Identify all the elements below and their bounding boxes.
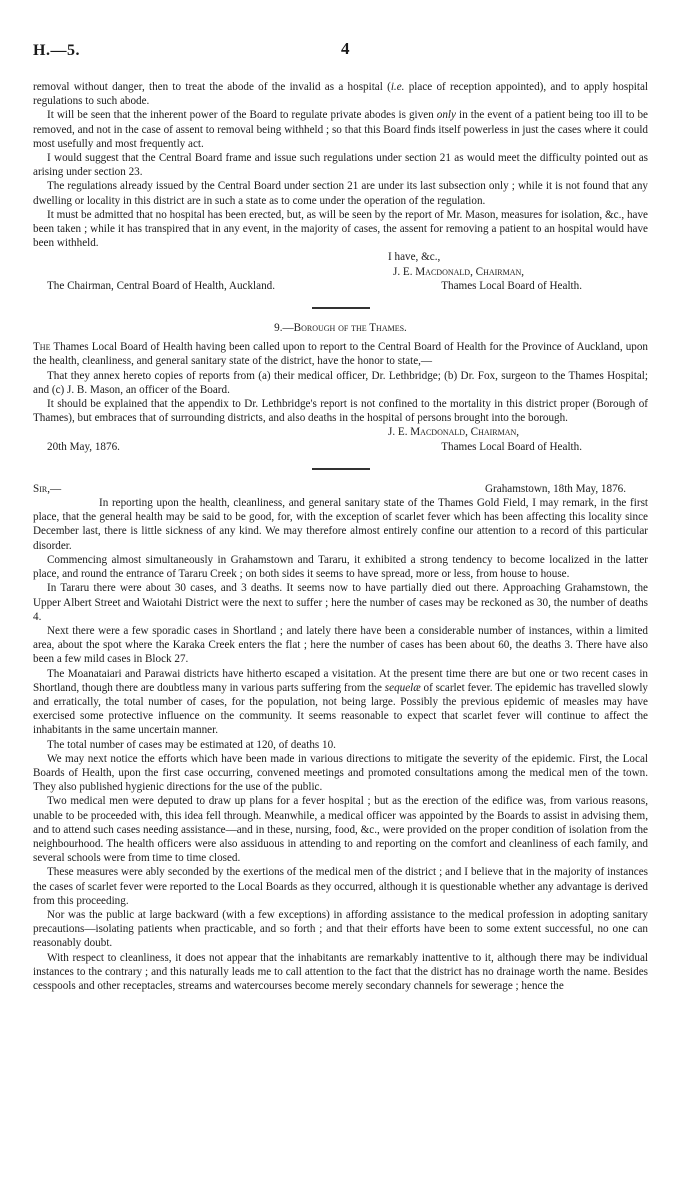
addressee: The Chairman, Central Board of Health, Auckland. xyxy=(47,279,276,292)
paragraph: Next there were a few sporadic cases in Shortland ; and lately there have been a considerable number of instances, within a limited area, about the spot where the Karaka Creek enters the flat ; here the number of cases has been about 60, the deaths 3. There have also been a few mild cases in Block 27. xyxy=(33,624,648,666)
letter-section-3 xyxy=(33,482,648,993)
section-divider xyxy=(312,468,370,470)
signer-title: Thames Local Board of Health. xyxy=(441,279,582,292)
paragraph: With respect to cleanliness, it does not appear that the inhabitants are remarkably inattentive to it, although there may be individual instances to the contrary ; and this naturally leads me to call attention to the fact that the district has no drainage worth the name. Besides cesspools and other receptacles, streams and watercourses become merely secondary channels for sewerage ; hence the xyxy=(33,951,648,992)
paragraph: Two medical men were deputed to draw up plans for a fever hospital ; but as the erection of the edifice was, from various reasons, unable to be proceeded with, this idea fell through. Meanwhile, a medical officer was appointed by the Boards to assist in advising them, and to attend such cases needing assistance—and in these, nursing, food, &c., were provided on the proper condition of isolation from the neighbourhood. The health officers were also assiduous in attending to and reporting on the comfort and cleanliness of each family, and several schools were from time to time closed. xyxy=(33,795,648,865)
signer-title: Thames Local Board of Health. xyxy=(441,440,582,453)
date: 20th May, 1876. xyxy=(47,440,120,453)
letter-section-1 xyxy=(33,80,648,293)
closing-line: I have, &c., xyxy=(388,251,441,264)
letter-opening xyxy=(33,482,648,496)
paragraph: We may next notice the efforts which have been made in various directions to mitigate the severity of the epidemic. First, the Local Boards of Health, upon the first case occurring, convened meetings and promoted consultations among the medical men of the town. They also published hygienic directions for the use of the public. xyxy=(33,752,648,794)
paragraph: Nor was the public at large backward (with a few exceptions) in affording assistance to the medical profession in adopting sanitary precautions—isolating patients when practicable, and so forth ; and that their efforts have been to some extent successful, no one can reasonably doubt. xyxy=(33,908,648,950)
section-title: 9.—Borough of the Thames. xyxy=(274,322,407,335)
paragraph: The Thames Local Board of Health having been called upon to report to the Central Board of Health for the Province of Auckland, upon the health, cleanliness, and general sanitary state of the district, have the honor to state,— xyxy=(33,341,648,368)
signer-name: J. E. Macdonald, Chairman, xyxy=(393,265,525,278)
document-reference: H.—5. xyxy=(33,42,80,59)
paragraph: The Moanataiari and Parawai districts have hitherto escaped a visitation. At the present time there are but one or two recent cases in Shortland, though there are doubtless many in various parts suffering from the sequelæ of scarlet fever. The epidemic has travelled slowly and erratically, the total number of cases, for the population, not being large. Possibly the previous epidemic of measles may have exercised some protective influence on the community. It seems reasonable to expect that scarlet fever will continue to affect the inhabitants in the same uncertain manner. xyxy=(33,667,649,737)
place-date: Grahamstown, 18th May, 1876. xyxy=(485,482,626,495)
section-divider xyxy=(312,307,370,309)
signer-name: J. E. Macdonald, Chairman, xyxy=(388,426,520,439)
salutation: Sir,— xyxy=(33,482,62,495)
paragraph: In reporting upon the health, cleanliness, and general sanitary state of the Thames Gold Field, I may remark, in the first place, that the general health may be said to be good, for, with the exception of scarlet fever which has been affecting this locality since December last, there is little sickness of any kind. We may therefore almost entirely confine our attention to a record of this particular disorder. xyxy=(33,497,648,552)
page-number: 4 xyxy=(341,39,350,58)
page-header xyxy=(33,39,648,66)
paragraph: I would suggest that the Central Board frame and issue such regulations under section 21 as would meet the difficulty pointed out as arising under section 23. xyxy=(33,152,648,179)
paragraph: It must be admitted that no hospital has been erected, but, as will be seen by the report of Mr. Mason, measures for isolation, &c., have been taken ; while it has transpired that in any event, in the majority of cases, the assent for removing a patient to an hospital would have been withheld. xyxy=(33,208,648,250)
paragraph: It will be seen that the inherent power of the Board to regulate private abodes is given only in the event of a patient being too ill to be removed, and not in the case of assent to removal being withheld ; so that this Board finds itself powerless in just the cases where it could most usefully and most frequently act. xyxy=(33,109,648,150)
paragraph: That they annex hereto copies of reports from (a) their medical officer, Dr. Lethbridge; (b) Dr. Fox, surgeon to the Thames Hospital; and (c) J. B. Mason, an officer of the Board. xyxy=(33,369,648,396)
paragraph: The regulations already issued by the Central Board under section 21 are under its last subsection only ; while it is not found that any dwelling or locality in this district are in such a state as to come under the operation of the regulation. xyxy=(33,180,648,207)
signature-block xyxy=(33,250,648,293)
letter-section-2 xyxy=(33,321,648,454)
paragraph: It should be explained that the appendix to Dr. Lethbridge's report is not confined to the mortality in this district proper (Borough of Thames), but embraces that of surrounding districts, and also deaths in the hospital of persons brought into the borough. xyxy=(33,398,648,425)
paragraph: The total number of cases may be estimated at 120, of deaths 10. xyxy=(47,738,336,751)
paragraph: removal without danger, then to treat the abode of the invalid as a hospital (i.e. place of reception appointed), and to apply hospital regulations to such abode. xyxy=(33,81,648,108)
paragraph: These measures were ably seconded by the exertions of the medical men of the district ; and I believe that in the majority of instances the cases of scarlet fever were reported to the Local Boards as they occurred, although it is questionable whether any advantage is derived from this proceeding. xyxy=(33,866,648,907)
paragraph: In Tararu there were about 30 cases, and 3 deaths. It seems now to have partially died out there. Approaching Grahamstown, the Upper Albert Street and Waiotahi District were the next to suffer ; here the number of cases may be reckoned as 30, the number of deaths 4. xyxy=(33,582,648,623)
paragraph: Commencing almost simultaneously in Grahamstown and Tararu, it exhibited a strong tendency to become localized in the latter place, and round the entrance of Tararu Creek ; on both sides it seems to have spread, more or less, from house to house. xyxy=(33,553,648,581)
signature-block xyxy=(33,425,648,453)
